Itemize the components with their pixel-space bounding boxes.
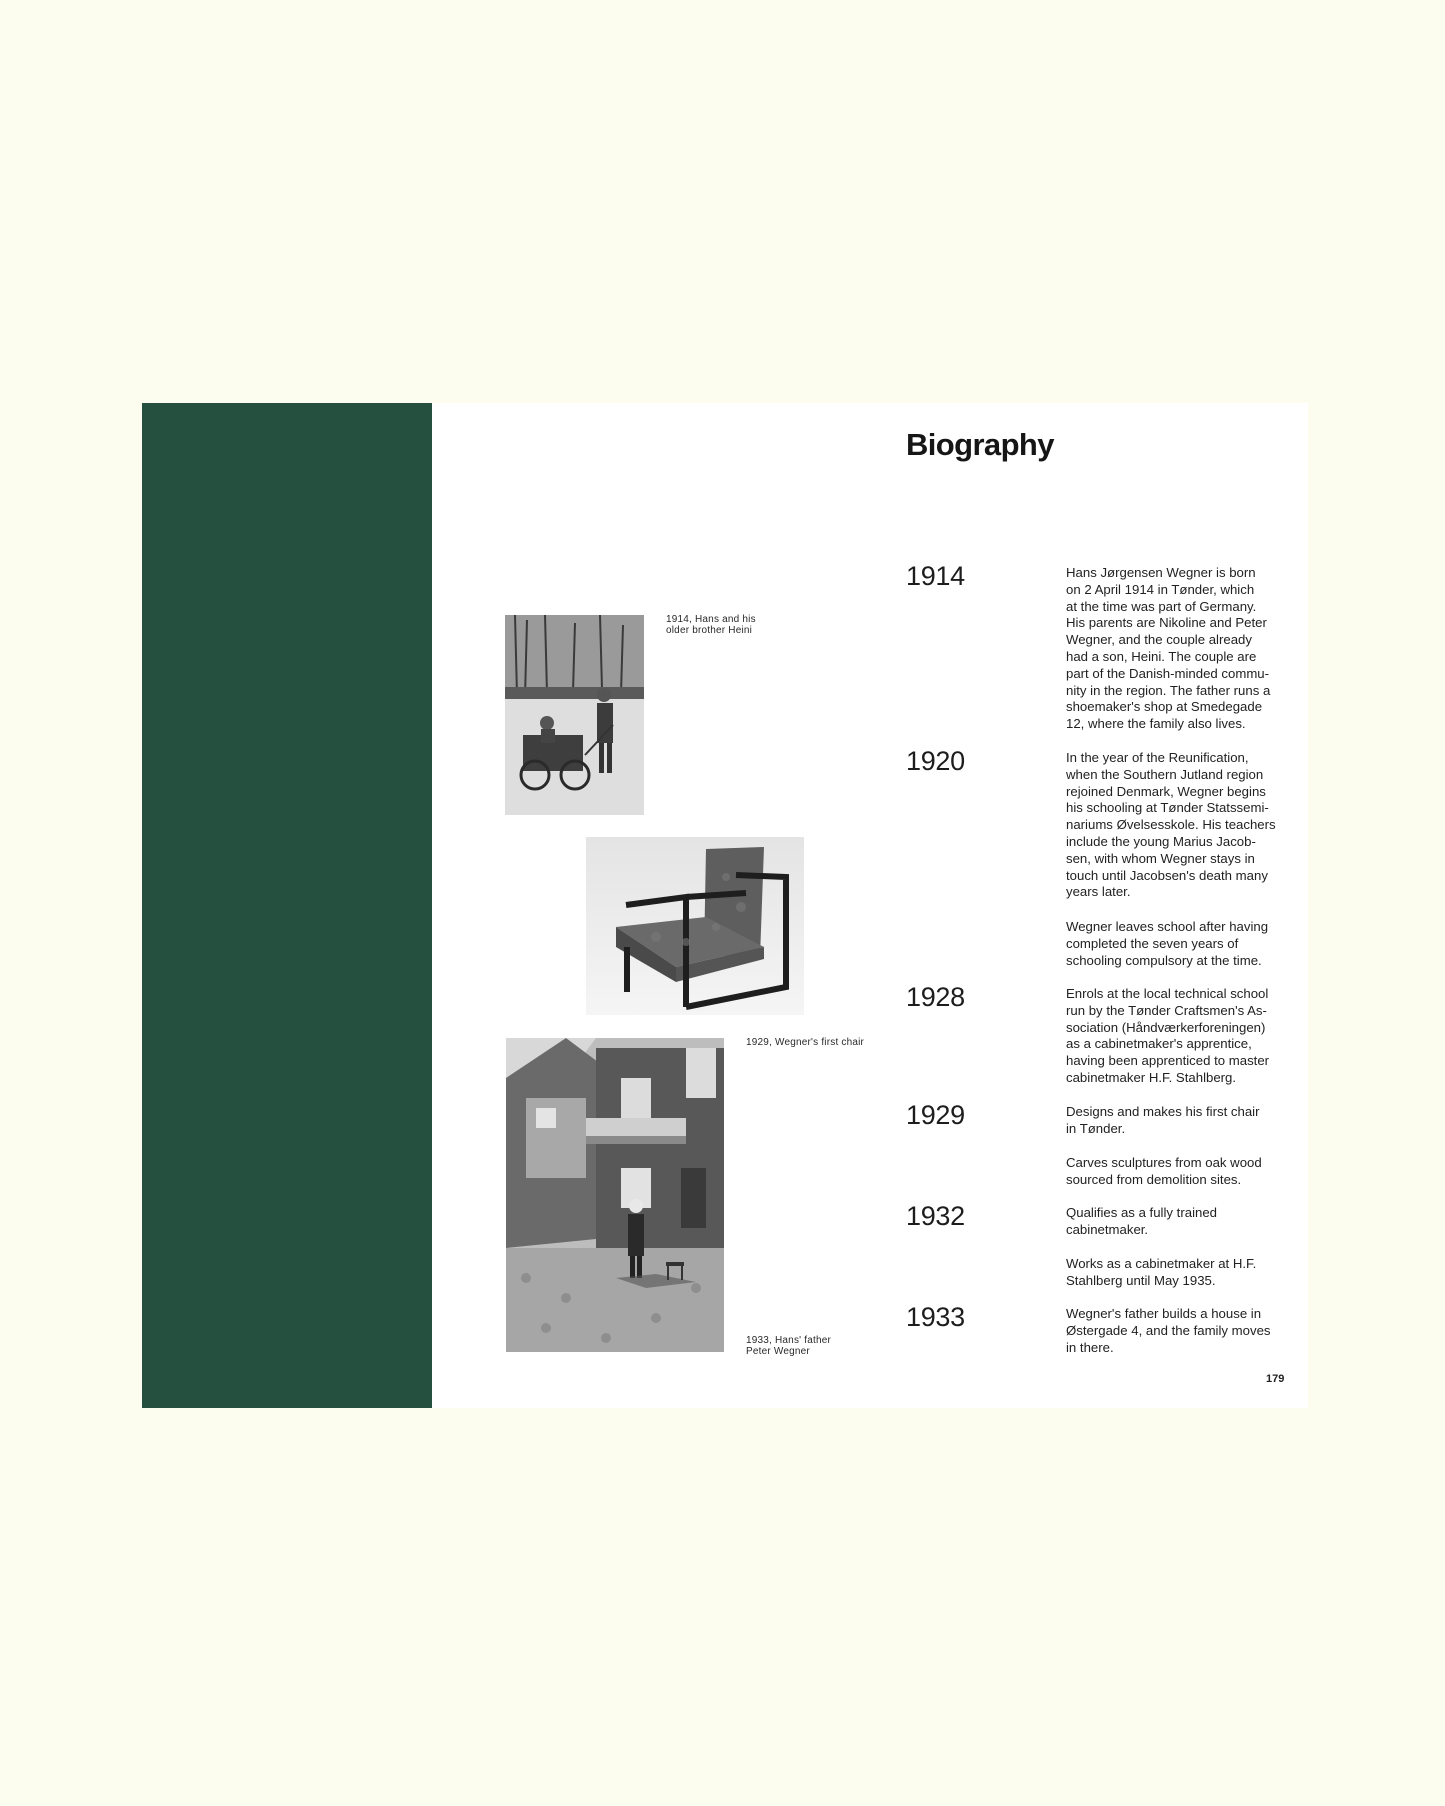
- timeline-year: 1928: [906, 982, 965, 1012]
- timeline-entry: Hans Jørgensen Wegner is born on 2 April 1914 in Tønder, which at the time was part of Germany. His parents are Nikoline and Peter Wegner, and the couple already had a son, Heini. The couple are part of the Danish-minded commu- nity in the region. The father runs a shoemaker's shop at Smedegade 12, where the family also lives.: [1066, 565, 1271, 732]
- timeline-entry: Carves sculptures from oak wood sourced from demolition sites.: [1066, 1155, 1262, 1187]
- timeline-entry: Designs and makes his first chair in Tønder.: [1066, 1104, 1260, 1136]
- book-spread: [142, 403, 1308, 1408]
- timeline-entry: In the year of the Reunification, when the Southern Jutland region rejoined Denmark, Wegner begins his schooling at Tønder Statssemi- nariums Øvelsesskole. His teachers include the young Marius Jacob- sen, with whom Wegner stays in touch until Jacobsen's death many years later.: [1066, 750, 1276, 900]
- page-number: 179: [1266, 1373, 1285, 1385]
- page-title: Biography: [906, 427, 1054, 462]
- timeline-year: 1920: [906, 746, 965, 776]
- timeline-entry: Wegner leaves school after having completed the seven years of schooling compulsory at the time.: [1066, 919, 1269, 968]
- timeline-year: 1933: [906, 1302, 965, 1332]
- caption-photo-father: 1933, Hans' father Peter Wegner: [746, 1335, 832, 1357]
- photo-father-house: [506, 1038, 724, 1352]
- timeline-entry: Enrols at the local technical school run by the Tønder Craftsmen's As- sociation (Håndværkerforeningen) as a cabinetmaker's apprentice, having been apprenticed to master cabinetmaker H.F. Stahlberg.: [1066, 986, 1270, 1085]
- photo-brothers-with-cart: [505, 615, 644, 815]
- timeline-entry: Qualifies as a fully trained cabinetmaker.: [1066, 1205, 1217, 1237]
- timeline-entry: Works as a cabinetmaker at H.F. Stahlberg until May 1935.: [1066, 1256, 1257, 1288]
- green-side-panel: [142, 403, 432, 1408]
- timeline-year: 1914: [906, 561, 965, 591]
- photo-first-chair: [586, 837, 804, 1015]
- timeline-year: 1929: [906, 1100, 965, 1130]
- caption-photo-chair: 1929, Wegner's first chair: [746, 1037, 865, 1048]
- timeline-entry: Wegner's father builds a house in Østergade 4, and the family moves in there.: [1066, 1306, 1271, 1355]
- caption-photo-brothers: 1914, Hans and his older brother Heini: [666, 614, 756, 636]
- timeline-year: 1932: [906, 1201, 965, 1231]
